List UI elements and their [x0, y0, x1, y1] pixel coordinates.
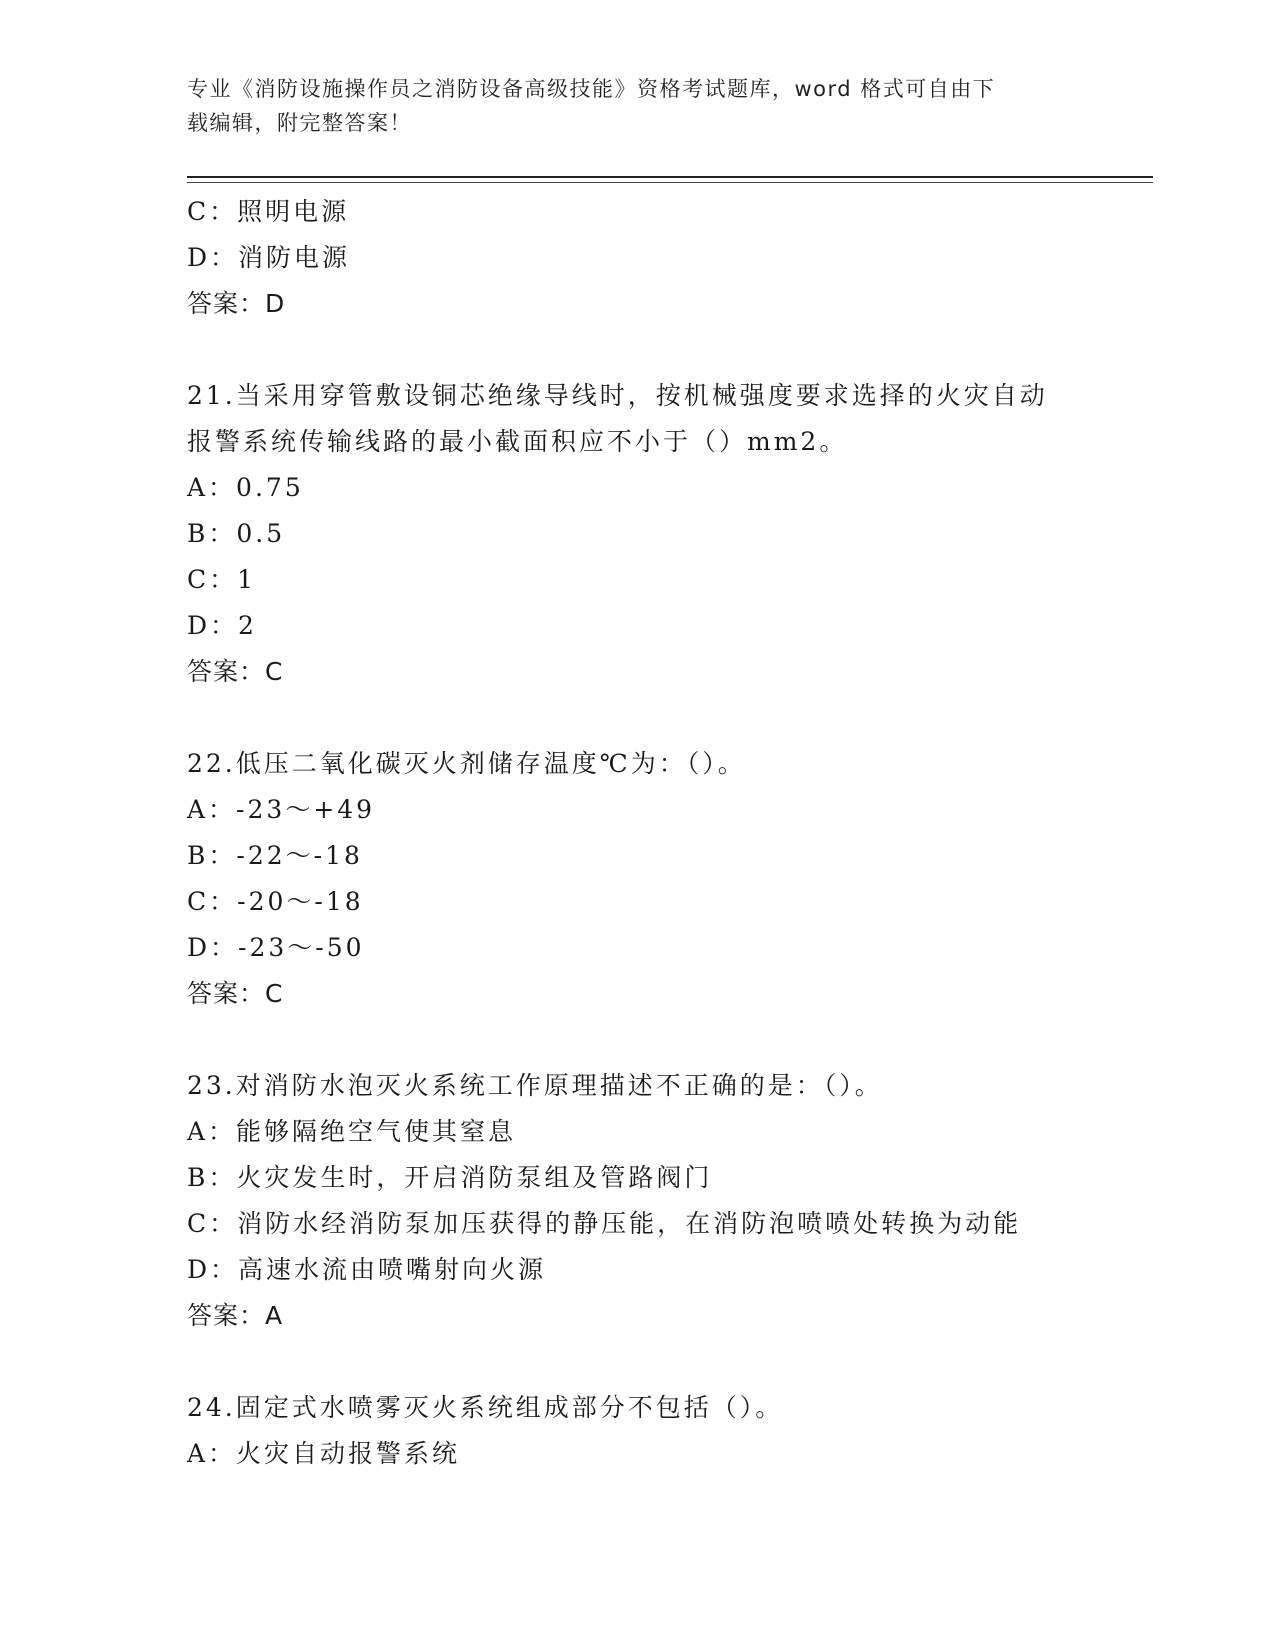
option-a: A：0.75 [187, 473, 304, 502]
document-header [187, 72, 1067, 140]
question-24 [187, 1385, 1087, 1477]
spacer [187, 327, 1087, 373]
option-b: B：0.5 [187, 519, 286, 548]
answer: 答案：D [187, 289, 286, 318]
spacer [187, 1017, 1087, 1063]
option-b: B：-22～-18 [187, 841, 363, 870]
answer: 答案：C [187, 657, 284, 686]
question-stem: 21.当采用穿管敷设铜芯绝缘导线时，按机械强度要求选择的火灾自动 [187, 381, 1048, 410]
spacer [187, 695, 1087, 741]
option-d: D：消防电源 [187, 243, 351, 272]
question-stem: 23.对消防水泡灭火系统工作原理描述不正确的是：（）。 [187, 1071, 883, 1100]
option-a: A：能够隔绝空气使其窒息 [187, 1117, 517, 1146]
header-line-2: 载编辑，附完整答案！ [187, 111, 412, 135]
question-21 [187, 373, 1087, 695]
option-a: A：火灾自动报警系统 [187, 1439, 461, 1468]
option-c: C：照明电源 [187, 197, 350, 226]
question-stem: 22.低压二氧化碳灭火剂储存温度℃为：（）。 [187, 749, 746, 778]
option-a: A：-23～+49 [187, 795, 376, 824]
option-c: C：1 [187, 565, 257, 594]
header-line-1: 专业《消防设施操作员之消防设备高级技能》资格考试题库，word 格式可自由下 [187, 77, 996, 101]
question-stem-continued: 报警系统传输线路的最小截面积应不小于（）mm2。 [187, 427, 848, 456]
question-23 [187, 1063, 1087, 1339]
option-d: D：高速水流由喷嘴射向火源 [187, 1255, 547, 1284]
option-c: C：-20～-18 [187, 887, 364, 916]
header-divider-thick [187, 176, 1153, 178]
option-c: C：消防水经消防泵加压获得的静压能，在消防泡喷喷处转换为动能 [187, 1209, 1022, 1238]
header-divider-thin [187, 182, 1153, 183]
option-d: D：-23～-50 [187, 933, 365, 962]
spacer [187, 1339, 1087, 1385]
answer: 答案：C [187, 979, 284, 1008]
question-20-tail [187, 189, 1087, 327]
question-stem: 24.固定式水喷雾灭火系统组成部分不包括（）。 [187, 1393, 784, 1422]
answer: 答案：A [187, 1301, 284, 1330]
question-22 [187, 741, 1087, 1017]
question-list [187, 189, 1087, 1477]
option-b: B：火灾发生时，开启消防泵组及管路阀门 [187, 1163, 713, 1192]
option-d: D：2 [187, 611, 257, 640]
